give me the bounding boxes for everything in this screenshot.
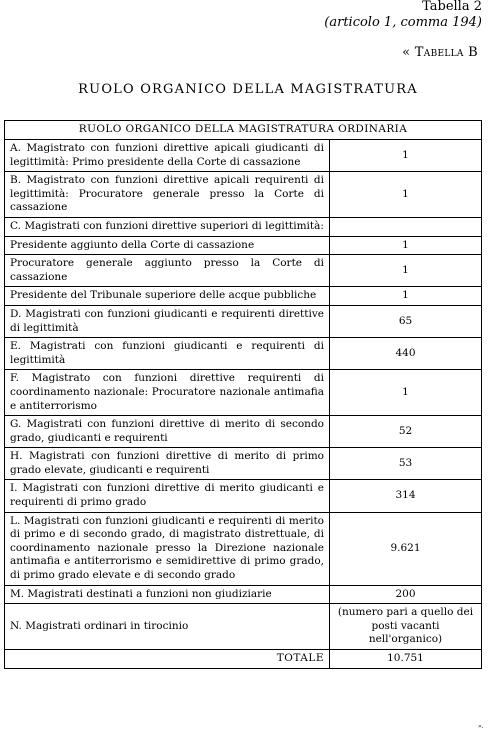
table-row	[5, 287, 482, 306]
row-value: 65	[330, 305, 482, 337]
tabella-b-label	[402, 44, 478, 62]
total-row	[5, 650, 482, 669]
table-row	[5, 236, 482, 255]
row-description: Procuratore generale aggiunto presso la Corte di cassazione	[5, 255, 330, 287]
table-row	[5, 448, 482, 480]
table-row	[5, 416, 482, 448]
table-row	[5, 305, 482, 337]
row-value: 1	[330, 140, 482, 172]
total-value: 10.751	[330, 650, 482, 669]
row-description: G. Magistrati con funzioni direttive di merito di secondo grado, giudicanti e requirenti	[5, 416, 330, 448]
article-reference: (articolo 1, comma 194)	[324, 15, 482, 30]
table-row	[5, 604, 482, 650]
table-heading: RUOLO ORGANICO DELLA MAGISTRATURA ORDINARIA	[5, 121, 482, 140]
tabella-b-text: Tabella B	[414, 45, 478, 60]
row-value: 1	[330, 255, 482, 287]
row-value: 9.621	[330, 512, 482, 585]
row-description: B. Magistrato con funzioni direttive apicali requirenti di legittimità: Procuratore generale presso la Corte di cassazione	[5, 172, 330, 218]
row-description: I. Magistrati con funzioni direttive di merito giudicanti e requirenti di primo grado	[5, 480, 330, 512]
row-value: 200	[330, 585, 482, 604]
row-description: F. Magistrato con funzioni direttive requirenti di coordinamento nazionale: Procuratore nazionale antimafia e antiterrorismo	[5, 370, 330, 416]
row-description: A. Magistrato con funzioni direttive apicali giudicanti di legittimità: Primo presidente della Corte di cassazione	[5, 140, 330, 172]
row-description: Presidente aggiunto della Corte di cassazione	[5, 236, 330, 255]
table-row	[5, 217, 482, 236]
row-description: N. Magistrati ordinari in tirocinio	[5, 604, 330, 650]
row-value: 440	[330, 338, 482, 370]
table-heading-row	[5, 121, 482, 140]
row-description: L. Magistrati con funzioni giudicanti e requirenti di merito di primo e di secondo grado, di magistrato distrettuale, di coordinamento nazionale presso la Direzione nazionale antimafia e antiterrorismo e semidirettive di primo grado, di primo grado elevate e di secondo grado	[5, 512, 330, 585]
row-description: C. Magistrati con funzioni direttive superiori di legittimità:	[5, 217, 330, 236]
row-value: (numero pari a quello dei posti vacanti nell'organico)	[330, 604, 482, 650]
row-description: Presidente del Tribunale superiore delle acque pubbliche	[5, 287, 330, 306]
total-label: TOTALE	[5, 650, 330, 669]
table-row	[5, 338, 482, 370]
row-description: D. Magistrati con funzioni giudicanti e requirenti direttive di legittimità	[5, 305, 330, 337]
row-value: 1	[330, 287, 482, 306]
page-title: RUOLO ORGANICO DELLA MAGISTRATURA	[78, 82, 418, 97]
row-value: 52	[330, 416, 482, 448]
tabella-number: Tabella 2	[422, 0, 482, 14]
row-description: H. Magistrati con funzioni direttive di merito di primo grado elevate, giudicanti e requirenti	[5, 448, 330, 480]
closing-mark: ».	[478, 723, 484, 730]
tabella-b-quote: «	[402, 45, 415, 60]
row-value: 314	[330, 480, 482, 512]
table-row	[5, 512, 482, 585]
row-value: 1	[330, 172, 482, 218]
row-value: 1	[330, 370, 482, 416]
table-row	[5, 140, 482, 172]
table-row	[5, 255, 482, 287]
organico-table	[4, 120, 482, 669]
row-value	[330, 217, 482, 236]
table-row	[5, 370, 482, 416]
table-row	[5, 585, 482, 604]
table-row	[5, 172, 482, 218]
row-value: 1	[330, 236, 482, 255]
row-description: E. Magistrati con funzioni giudicanti e requirenti di legittimità	[5, 338, 330, 370]
row-description: M. Magistrati destinati a funzioni non giudiziarie	[5, 585, 330, 604]
table-row	[5, 480, 482, 512]
row-value: 53	[330, 448, 482, 480]
